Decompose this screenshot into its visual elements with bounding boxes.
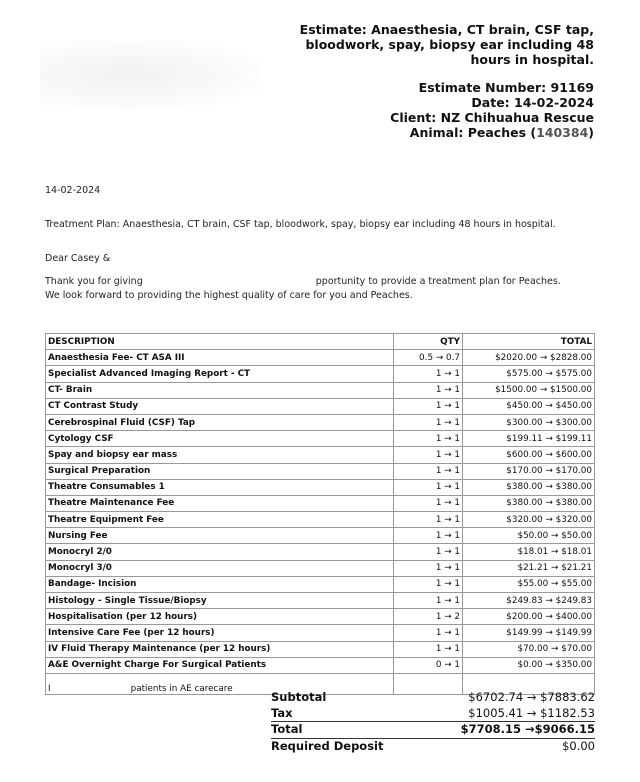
letter-date: 14-02-2024 bbox=[45, 185, 101, 196]
row-description: Monocryl 2/0 bbox=[46, 544, 394, 560]
row-qty: 1 → 1 bbox=[394, 544, 463, 560]
row-description: IV Fluid Therapy Maintenance (per 12 hours) bbox=[46, 641, 394, 657]
row-qty: 1 → 2 bbox=[394, 609, 463, 625]
row-total: $380.00 → $380.00 bbox=[463, 479, 595, 495]
total-label: Total bbox=[271, 722, 303, 736]
look-forward-line: We look forward to providing the highest quality of care for you and Peaches. bbox=[45, 290, 413, 301]
table-row bbox=[46, 350, 595, 366]
row-total: $200.00 → $400.00 bbox=[463, 609, 595, 625]
row-total: $1500.00 → $1500.00 bbox=[463, 382, 595, 398]
row-qty: 0.5 → 0.7 bbox=[394, 350, 463, 366]
row-qty: 1 → 1 bbox=[394, 414, 463, 430]
tax-row bbox=[271, 706, 595, 722]
subtotal-row bbox=[271, 690, 595, 706]
table-row bbox=[46, 593, 595, 609]
row-description: Theatre Maintenance Fee bbox=[46, 495, 394, 511]
estimate-table bbox=[45, 333, 595, 695]
row-qty: 1 → 1 bbox=[394, 447, 463, 463]
row-description: Intensive Care Fee (per 12 hours) bbox=[46, 625, 394, 641]
table-row bbox=[46, 576, 595, 592]
row-total: $18.01 → $18.01 bbox=[463, 544, 595, 560]
table-row bbox=[46, 479, 595, 495]
row-total: $380.00 → $380.00 bbox=[463, 495, 595, 511]
row-description: Theatre Consumables 1 bbox=[46, 479, 394, 495]
note-end: patients in AE carecare bbox=[130, 683, 233, 694]
row-description: Cerebrospinal Fluid (CSF) Tap bbox=[46, 414, 394, 430]
estimate-header bbox=[294, 22, 594, 140]
thanks-end: pportunity to provide a treatment plan for Peaches. bbox=[315, 276, 561, 287]
row-qty: 0 → 1 bbox=[394, 657, 463, 673]
row-qty: 1 → 1 bbox=[394, 528, 463, 544]
animal-line bbox=[294, 125, 594, 140]
row-qty: 1 → 1 bbox=[394, 576, 463, 592]
row-total: $170.00 → $170.00 bbox=[463, 463, 595, 479]
row-description: CT Contrast Study bbox=[46, 398, 394, 414]
table-row bbox=[46, 544, 595, 560]
deposit-value: $0.00 bbox=[562, 738, 595, 753]
row-description: Surgical Preparation bbox=[46, 463, 394, 479]
table-row bbox=[46, 641, 595, 657]
row-description: Anaesthesia Fee- CT ASA III bbox=[46, 350, 394, 366]
row-qty: 1 → 1 bbox=[394, 431, 463, 447]
table-row bbox=[46, 414, 595, 430]
note-start: I bbox=[48, 683, 51, 694]
row-qty: 1 → 1 bbox=[394, 398, 463, 414]
table-row bbox=[46, 398, 595, 414]
tax-value: $1005.41 → $1182.53 bbox=[468, 705, 595, 720]
tax-label: Tax bbox=[271, 705, 293, 720]
row-total: $320.00 → $320.00 bbox=[463, 512, 595, 528]
row-qty: 1 → 1 bbox=[394, 560, 463, 576]
table-row bbox=[46, 609, 595, 625]
row-total: $2020.00 → $2828.00 bbox=[463, 350, 595, 366]
table-row bbox=[46, 625, 595, 641]
table-row bbox=[46, 528, 595, 544]
table-row bbox=[46, 366, 595, 382]
client-name: Client: NZ Chihuahua Rescue bbox=[390, 110, 594, 125]
row-qty: 1 → 1 bbox=[394, 463, 463, 479]
animal-id: 140384 bbox=[536, 125, 589, 140]
table-row bbox=[46, 463, 595, 479]
subtotal-value: $6702.74 → $7883.62 bbox=[468, 690, 595, 704]
row-description: CT- Brain bbox=[46, 382, 394, 398]
row-description: A&E Overnight Charge For Surgical Patients bbox=[46, 657, 394, 673]
thanks-line bbox=[45, 276, 561, 287]
table-row bbox=[46, 560, 595, 576]
treatment-plan: Treatment Plan: Anaesthesia, CT brain, CSF tap, bloodwork, spay, biopsy ear including 48 hours in hospital. bbox=[45, 219, 556, 230]
row-qty: 1 → 1 bbox=[394, 625, 463, 641]
total-value: $7708.15 →$9066.15 bbox=[460, 722, 595, 736]
table-row bbox=[46, 447, 595, 463]
row-description: Hospitalisation (per 12 hours) bbox=[46, 609, 394, 625]
row-qty: 1 → 1 bbox=[394, 479, 463, 495]
deposit-row bbox=[271, 739, 595, 755]
row-qty: 1 → 1 bbox=[394, 641, 463, 657]
row-qty: 1 → 1 bbox=[394, 495, 463, 511]
total-row bbox=[271, 721, 595, 739]
row-description: Histology - Single Tissue/Biopsy bbox=[46, 593, 394, 609]
row-description: Cytology CSF bbox=[46, 431, 394, 447]
row-total: $450.00 → $450.00 bbox=[463, 398, 595, 414]
estimate-summary bbox=[271, 690, 595, 754]
row-total: $70.00 → $70.00 bbox=[463, 641, 595, 657]
col-description: DESCRIPTION bbox=[46, 334, 394, 350]
estimate-title: Estimate: Anaesthesia, CT brain, CSF tap, bloodwork, spay, biopsy ear including 48 hours in hospital. bbox=[299, 22, 594, 67]
row-description: Specialist Advanced Imaging Report - CT bbox=[46, 366, 394, 382]
row-qty: 1 → 1 bbox=[394, 366, 463, 382]
clinic-logo-redacted bbox=[40, 40, 260, 110]
col-qty: QTY bbox=[394, 334, 463, 350]
row-total: $199.11 → $199.11 bbox=[463, 431, 595, 447]
table-row bbox=[46, 431, 595, 447]
animal-label: Animal: Peaches ( bbox=[409, 125, 537, 140]
row-description: Bandage- Incision bbox=[46, 576, 394, 592]
row-description: Nursing Fee bbox=[46, 528, 394, 544]
row-description: Monocryl 3/0 bbox=[46, 560, 394, 576]
table-row bbox=[46, 512, 595, 528]
table-row bbox=[46, 495, 595, 511]
row-qty: 1 → 1 bbox=[394, 382, 463, 398]
row-qty: 1 → 1 bbox=[394, 512, 463, 528]
table-row bbox=[46, 657, 595, 673]
row-description: Theatre Equipment Fee bbox=[46, 512, 394, 528]
row-total: $0.00 → $350.00 bbox=[463, 657, 595, 673]
estimate-number: Estimate Number: 91169 bbox=[418, 80, 594, 95]
row-description: Spay and biopsy ear mass bbox=[46, 447, 394, 463]
table-row bbox=[46, 382, 595, 398]
salutation: Dear Casey & bbox=[45, 253, 111, 264]
row-total: $50.00 → $50.00 bbox=[463, 528, 595, 544]
row-total: $55.00 → $55.00 bbox=[463, 576, 595, 592]
subtotal-label: Subtotal bbox=[271, 690, 327, 704]
row-total: $300.00 → $300.00 bbox=[463, 414, 595, 430]
row-qty: 1 → 1 bbox=[394, 593, 463, 609]
deposit-label: Required Deposit bbox=[271, 738, 384, 753]
estimate-date: Date: 14-02-2024 bbox=[471, 95, 594, 110]
thanks-start: Thank you for giving bbox=[45, 276, 143, 287]
animal-close: ) bbox=[588, 125, 594, 140]
row-total: $21.21 → $21.21 bbox=[463, 560, 595, 576]
row-total: $149.99 → $149.99 bbox=[463, 625, 595, 641]
row-total: $249.83 → $249.83 bbox=[463, 593, 595, 609]
table-header-row bbox=[46, 334, 595, 350]
row-total: $575.00 → $575.00 bbox=[463, 366, 595, 382]
row-total: $600.00 → $600.00 bbox=[463, 447, 595, 463]
col-total: TOTAL bbox=[463, 334, 595, 350]
